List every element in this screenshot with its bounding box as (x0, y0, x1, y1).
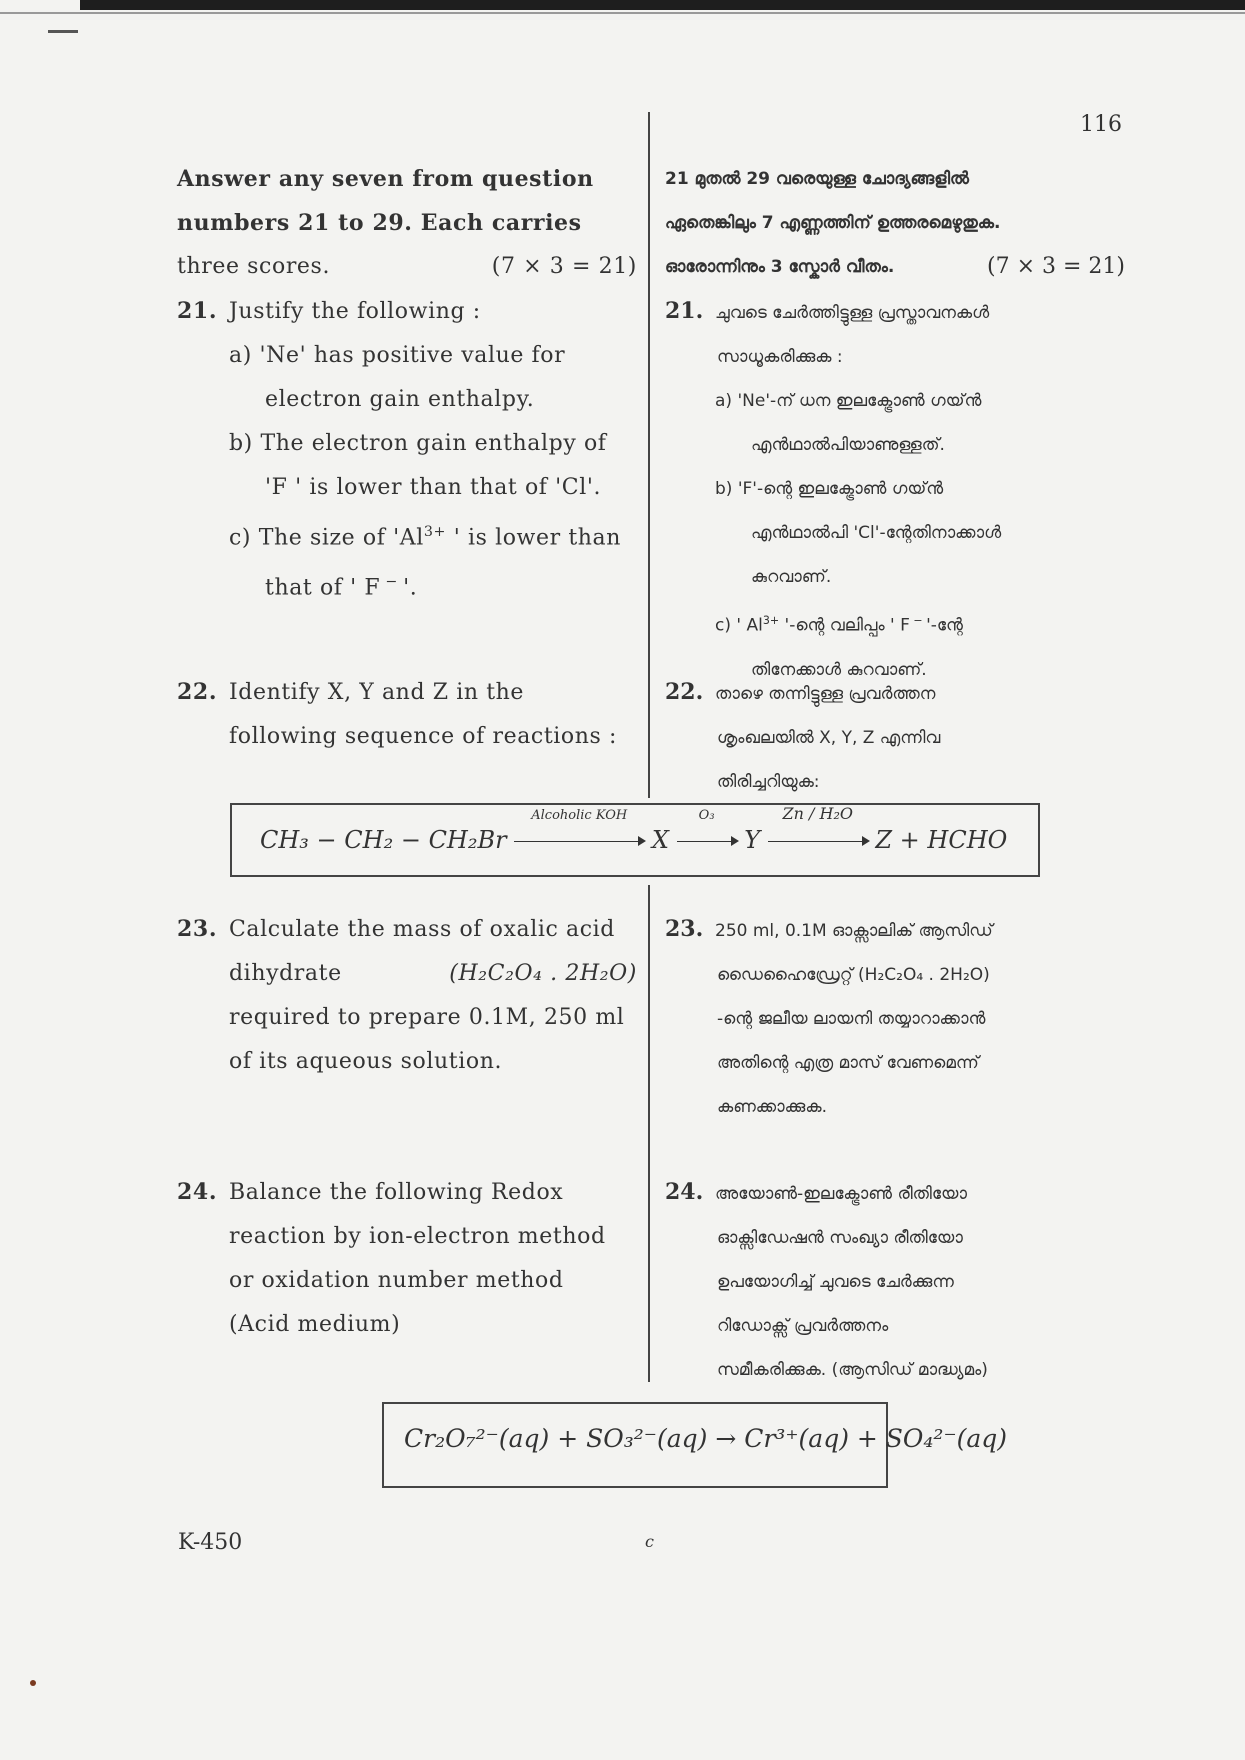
instruction-line: ഏതെങ്കിലും 7 എണ്ണത്തിന് ഉത്തരമെഴുതുക. (665, 213, 1001, 233)
question-text: or oxidation number method (229, 1268, 564, 1293)
malayalam-instructions (665, 157, 1125, 289)
instruction-line: ഓരോന്നിനും 3 സ്കോർ വീതം. (665, 257, 895, 277)
sub-label: a) (715, 391, 733, 411)
arrow-label: Alcoholic KOH (531, 808, 628, 823)
question-text: Identify X, Y and Z in the (229, 680, 525, 705)
malayalam-q22 (665, 670, 1125, 804)
reaction-sequence (260, 804, 1008, 854)
question-text: dihydrate (229, 961, 342, 986)
ink-spot (30, 1680, 36, 1686)
column-divider-bottom (648, 885, 650, 1382)
reaction-arrow (768, 804, 868, 854)
question-text: അയോൺ-ഇലക്ട്രോൺ രീതിയോ (715, 1184, 967, 1204)
question-text: അതിന്റെ എത്ര മാസ് വേണമെന്ന് (717, 1053, 979, 1073)
sub-text: The size of 'Al (258, 525, 424, 551)
sub-label: a) (229, 343, 252, 368)
superscript: − (909, 614, 927, 627)
page-number: 116 (1080, 112, 1122, 137)
sub-text: 'F'-ന്റെ ഇലക്ട്രോൺ ഗയ്ൻ (737, 479, 944, 499)
formula: (H₂C₂O₄ . 2H₂O) (449, 961, 637, 986)
superscript: 3+ (762, 614, 780, 627)
sub-text: എൻഥാൽപി 'Cl'-ന്റേതിനാക്കാൾ (751, 523, 1002, 543)
marks: (7 × 3 = 21) (491, 254, 637, 279)
sub-text: '. (403, 575, 418, 601)
sub-text: '-ന്റെ വലിപ്പം ' F (779, 615, 910, 636)
english-instructions (177, 157, 637, 289)
sub-text: തിനേക്കാൾ കുറവാണ്. (751, 659, 927, 680)
column-divider-top (648, 112, 650, 798)
paper-code: K-450 (178, 1530, 243, 1555)
question-text: ചുവടെ ചേർത്തിട്ടുള്ള പ്രസ്താവനകൾ (715, 303, 990, 323)
question-text: സാധൂകരിക്കുക : (717, 347, 843, 367)
question-text: Calculate the mass of oxalic acid (229, 917, 615, 942)
sub-text: എൻഥാൽപിയാണുള്ളത്. (751, 435, 945, 455)
reactant: CH₃ − CH₂ − CH₂Br (260, 826, 507, 854)
products: Z + HCHO (875, 826, 1008, 854)
equation-arrow: → (715, 1424, 737, 1453)
question-number: 23. (177, 916, 218, 942)
question-number: 24. (665, 1179, 704, 1205)
sub-text: കുറവാണ്. (751, 567, 832, 587)
malayalam-q21 (665, 289, 1125, 692)
sub-text: electron gain enthalpy. (265, 387, 535, 412)
superscript: 3+ (423, 524, 447, 540)
instruction-line: three scores. (177, 254, 331, 279)
question-text: സമീകരിക്കുക. (ആസിഡ് മാദ്ധ്യമം) (717, 1360, 988, 1380)
english-q22 (177, 670, 637, 759)
question-text: (Acid medium) (229, 1312, 401, 1337)
question-text: ഓക്സിഡേഷൻ സംഖ്യാ രീതിയോ (717, 1228, 963, 1248)
question-number: 22. (177, 679, 218, 705)
question-text: കണക്കാക്കുക. (717, 1097, 827, 1117)
question-text: ഉപയോഗിച്ച് ചുവടെ ചേർക്കുന്ന (717, 1272, 954, 1292)
instruction-line: Answer any seven from question (177, 166, 594, 192)
question-text: Justify the following : (229, 299, 481, 324)
question-text: താഴെ തന്നിട്ടുള്ള പ്രവർത്തന (715, 684, 936, 704)
english-q21 (177, 289, 637, 611)
question-text: ശൃംഖലയിൽ X, Y, Z എന്നിവ (717, 728, 941, 748)
question-number: 22. (665, 679, 704, 705)
reaction-arrow (677, 808, 737, 854)
marks: (7 × 3 = 21) (987, 254, 1125, 279)
question-number: 21. (665, 298, 704, 324)
question-text: -ന്റെ ജലീയ ലായനി തയ്യാറാക്കാൻ (717, 1009, 986, 1029)
sub-text: that of ' F (265, 575, 381, 601)
sub-text: The electron gain enthalpy of (260, 431, 607, 456)
instruction-line: 21 മുതൽ 29 വരെയുള്ള ചോദ്യങ്ങളിൽ (665, 169, 969, 189)
question-text: തിരിച്ചറിയുക: (717, 772, 820, 792)
english-q24 (177, 1170, 637, 1347)
product-x: X (651, 826, 669, 854)
redox-equation (404, 1424, 1007, 1453)
english-q23 (177, 907, 637, 1084)
reaction-arrow (514, 808, 644, 854)
question-text: following sequence of reactions : (229, 724, 618, 749)
sub-label: c) (229, 525, 252, 551)
sub-label: c) (715, 615, 731, 636)
question-text: reaction by ion-electron method (229, 1224, 606, 1249)
superscript: − (380, 574, 404, 591)
question-text: required to prepare 0.1M, 250 ml (229, 1005, 625, 1030)
instruction-line: numbers 21 to 29. Each carries (177, 210, 582, 236)
top-rule (0, 12, 1245, 14)
equation-left: Cr₂O₇²⁻(aq) + SO₃²⁻(aq) (404, 1424, 708, 1453)
sub-label: b) (229, 431, 253, 456)
sub-text: ' is lower than (446, 525, 622, 551)
top-border (80, 0, 1245, 10)
question-text: Balance the following Redox (229, 1180, 564, 1205)
equation-right: Cr³⁺(aq) + SO₄²⁻(aq) (744, 1424, 1008, 1453)
arrow-label: Zn / H₂O (782, 804, 853, 823)
sub-text: 'Ne'-ന് ധന ഇലക്ട്രോൺ ഗയ്ൻ (737, 391, 982, 411)
malayalam-q23 (665, 907, 1125, 1129)
malayalam-q24 (665, 1170, 1125, 1392)
product-y: Y (744, 826, 761, 854)
sub-text: 'F ' is lower than that of 'Cl'. (265, 475, 602, 500)
arrow-label: O₃ (698, 808, 715, 823)
question-text: ഡൈഹൈഡ്രേറ്റ് (H₂C₂O₄ . 2H₂O) (717, 965, 990, 985)
question-text: of its aqueous solution. (229, 1049, 503, 1074)
sub-text: '-ന്റേ (926, 615, 963, 636)
sub-text: 'Ne' has positive value for (259, 343, 566, 368)
footer-mark: c (645, 1532, 654, 1551)
question-number: 21. (177, 298, 218, 324)
sub-label: b) (715, 479, 733, 499)
question-text: 250 ml, 0.1M ഓക്സാലിക് ആസിഡ് (715, 921, 993, 941)
question-number: 23. (665, 916, 704, 942)
question-text: റിഡോക്സ് പ്രവർത്തനം (717, 1316, 889, 1336)
question-number: 24. (177, 1179, 218, 1205)
sub-text: ' Al (736, 615, 763, 636)
corner-mark (48, 30, 78, 33)
